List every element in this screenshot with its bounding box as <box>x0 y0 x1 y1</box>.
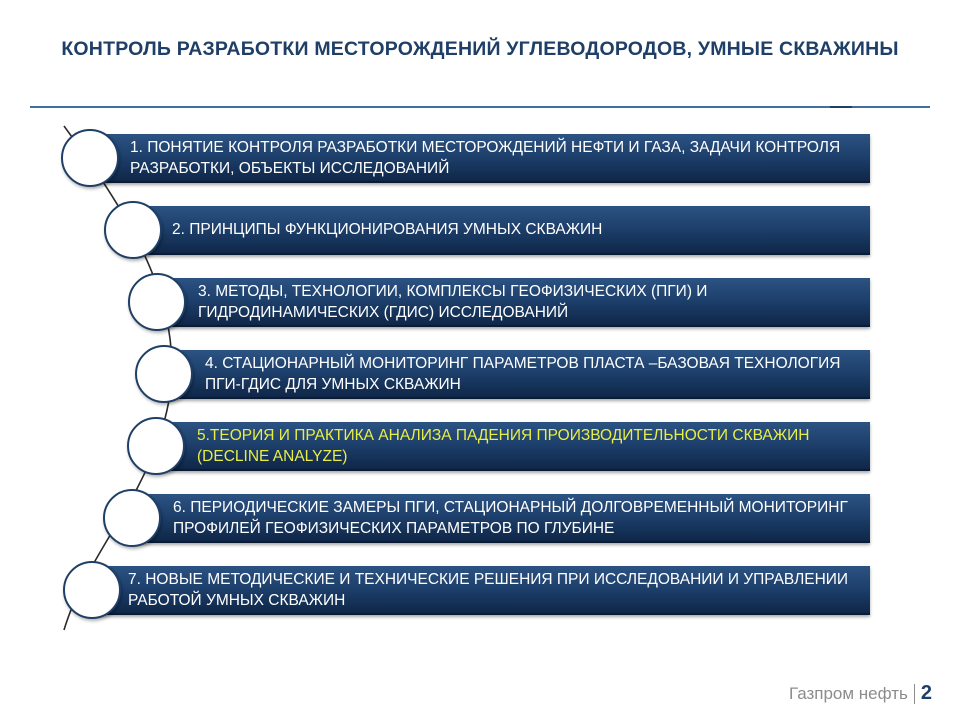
footer-separator <box>914 684 915 704</box>
agenda-item-2 <box>134 206 870 255</box>
bullet-circle <box>61 129 119 187</box>
footer <box>789 682 932 705</box>
bullet-circle <box>127 417 185 475</box>
bullet-circle <box>135 345 193 403</box>
agenda-item-text: 1. ПОНЯТИЕ КОНТРОЛЯ РАЗРАБОТКИ МЕСТОРОЖДЕНИЙ НЕФТИ И ГАЗА, ЗАДАЧИ КОНТРОЛЯ РАЗРАБОТКИ, ОБЪЕКТЫ ИССЛЕДОВАНИЙ <box>130 138 841 177</box>
agenda-item-5 <box>157 422 870 471</box>
agenda-item-text: 3. МЕТОДЫ, ТЕХНОЛОГИИ, КОМПЛЕКСЫ ГЕОФИЗИЧЕСКИХ (ПГИ) И ГИДРОДИНАМИЧЕСКИХ (ГДИС) ИССЛЕДОВАНИЙ <box>198 282 708 321</box>
agenda-item-7 <box>95 566 870 615</box>
bullet-circle <box>128 273 186 331</box>
agenda-item-text: 6. ПЕРИОДИЧЕСКИЕ ЗАМЕРЫ ПГИ, СТАЦИОНАРНЫЙ ДОЛГОВРЕМЕННЫЙ МОНИТОРИНГ ПРОФИЛЕЙ ГЕОФИЗИЧЕСКИХ ПАРАМЕТРОВ ПО ГЛУБИНЕ <box>173 498 848 537</box>
bullet-circle <box>103 489 161 547</box>
agenda-item-text: 7. НОВЫЕ МЕТОДИЧЕСКИЕ И ТЕХНИЧЕСКИЕ РЕШЕНИЯ ПРИ ИССЛЕДОВАНИИ И УПРАВЛЕНИИ РАБОТОЙ УМНЫХ СКВАЖИН <box>128 570 849 609</box>
agenda-item-3 <box>158 278 870 327</box>
agenda-item-1 <box>90 134 870 183</box>
agenda-item-text: 4. СТАЦИОНАРНЫЙ МОНИТОРИНГ ПАРАМЕТРОВ ПЛАСТА –БАЗОВАЯ ТЕХНОЛОГИЯ ПГИ-ГДИС ДЛЯ УМНЫХ СКВАЖИН <box>205 354 841 393</box>
page-title: КОНТРОЛЬ РАЗРАБОТКИ МЕСТОРОЖДЕНИЙ УГЛЕВОДОРОДОВ, УМНЫЕ СКВАЖИНЫ <box>61 38 899 60</box>
bullet-circle <box>63 561 121 619</box>
agenda-item-text: 5.ТЕОРИЯ И ПРАКТИКА АНАЛИЗА ПАДЕНИЯ ПРОИЗВОДИТЕЛЬНОСТИ СКВАЖИН (DECLINE ANALYZE) <box>197 426 810 465</box>
company-name: Газпром нефть <box>788 683 908 703</box>
bullet-circle <box>104 201 162 259</box>
page-number: 2 <box>920 682 932 704</box>
agenda-item-4 <box>165 350 870 399</box>
agenda-item-6 <box>133 494 870 543</box>
agenda-item-text: 2. ПРИНЦИПЫ ФУНКЦИОНИРОВАНИЯ УМНЫХ СКВАЖИН <box>172 221 603 238</box>
